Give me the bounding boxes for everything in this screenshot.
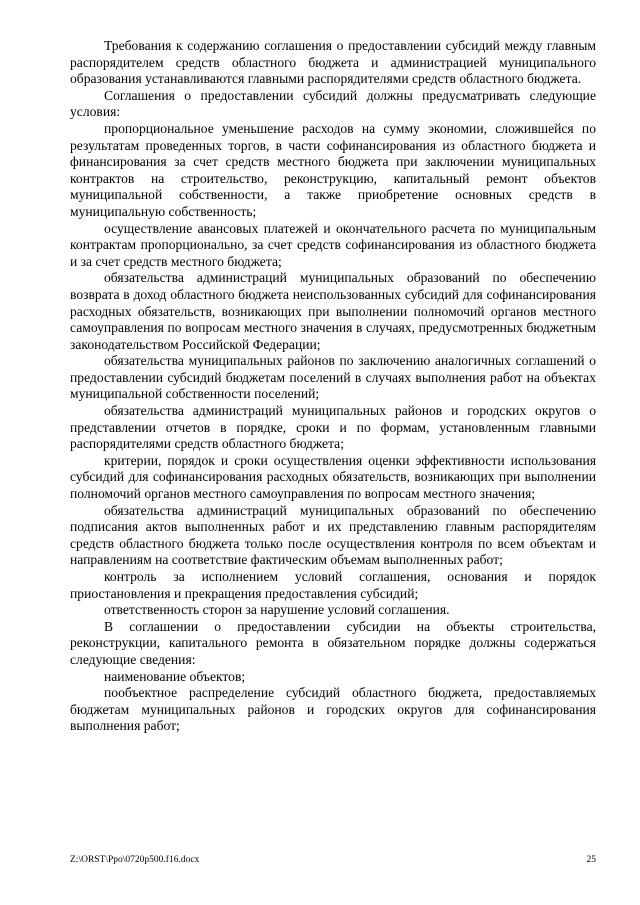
paragraph: наименование объектов; (104, 668, 246, 684)
paragraph: критерии, порядок и сроки осуществления оценки эффективности использования субсидий для софинансирования расходных обязательств, возникающих при выполнении полномочий органов местного самоуправления по вопросам местного значения; (70, 452, 596, 502)
paragraph: обязательства муниципальных районов по заключению аналогичных соглашений о предоставлении субсидий бюджетам поселений в случаях выполнения работ на объектах муниципальной собственности поселений; (70, 353, 596, 402)
paragraph: обязательства администраций муниципальных районов и городских округов о представлении отчетов в порядке, сроки и по формам, установленным главными распорядителями средств областного бюджета; (70, 403, 596, 452)
paragraph: обязательства администраций муниципальных образований по обеспечению возврата в доход областного бюджета неиспользованных субсидий для софинансирования расходных обязательств, возникающих при выполнении полномочий органов местного самоуправления по вопросам местного значения в случаях, предусмотренных бюджетным законодательством Российской Федерации; (70, 270, 596, 352)
paragraph: Требования к содержанию соглашения о предоставлении субсидий между главным распорядителем средств областного бюджета и администрацией муниципального образования устанавливаются главными распорядителями средств областного бюджета. (70, 38, 596, 87)
paragraph: Соглашения о предоставлении субсидий должны предусматривать следующие условия: (70, 87, 596, 120)
paragraph: ответственность сторон за нарушение условий соглашения. (104, 602, 450, 618)
paragraph: осуществление авансовых платежей и окончательного расчета по муниципальным контрактам пропорционально, за счет средств софинансирования из областного бюджета и за счет средств местного бюджета; (70, 220, 596, 269)
paragraph: В соглашении о предоставлении субсидии на объекты строительства, реконструкции, капитального ремонта в обязательном порядке должны содержаться следующие сведения: (70, 618, 596, 667)
page-footer (70, 854, 596, 866)
paragraph: пропорциональное уменьшение расходов на сумму экономии, сложившейся по результатам проведенных торгов, в части софинансирования из областного бюджета и финансирования за счет средств местного бюджета при заключении муниципальных контрактов на строительство, реконструкцию, капитальный ремонт объектов муниципальной собственности, а также приобретение основных средств в муниципальную собственность; (70, 120, 596, 219)
paragraph: обязательства администраций муниципальных образований по обеспечению подписания актов выполненных работ и их представлению главным распорядителям средств областного бюджета только после осуществления контроля по всем объектам и направлениям на соответствие фактическим объемам выполненных работ; (70, 502, 596, 568)
file-path: Z:\ORST\Ppo\0720p500.f16.docx (70, 855, 200, 865)
paragraph: контроль за исполнением условий соглашения, основания и порядок приостановления и прекращения предоставления субсидий; (70, 569, 596, 601)
document-page (70, 38, 596, 735)
paragraph: пообъектное распределение субсидий областного бюджета, предоставляемых бюджетам муниципальных районов и городских округов для софинансирования выполнения работ; (70, 685, 596, 734)
page-number: 25 (586, 855, 596, 865)
